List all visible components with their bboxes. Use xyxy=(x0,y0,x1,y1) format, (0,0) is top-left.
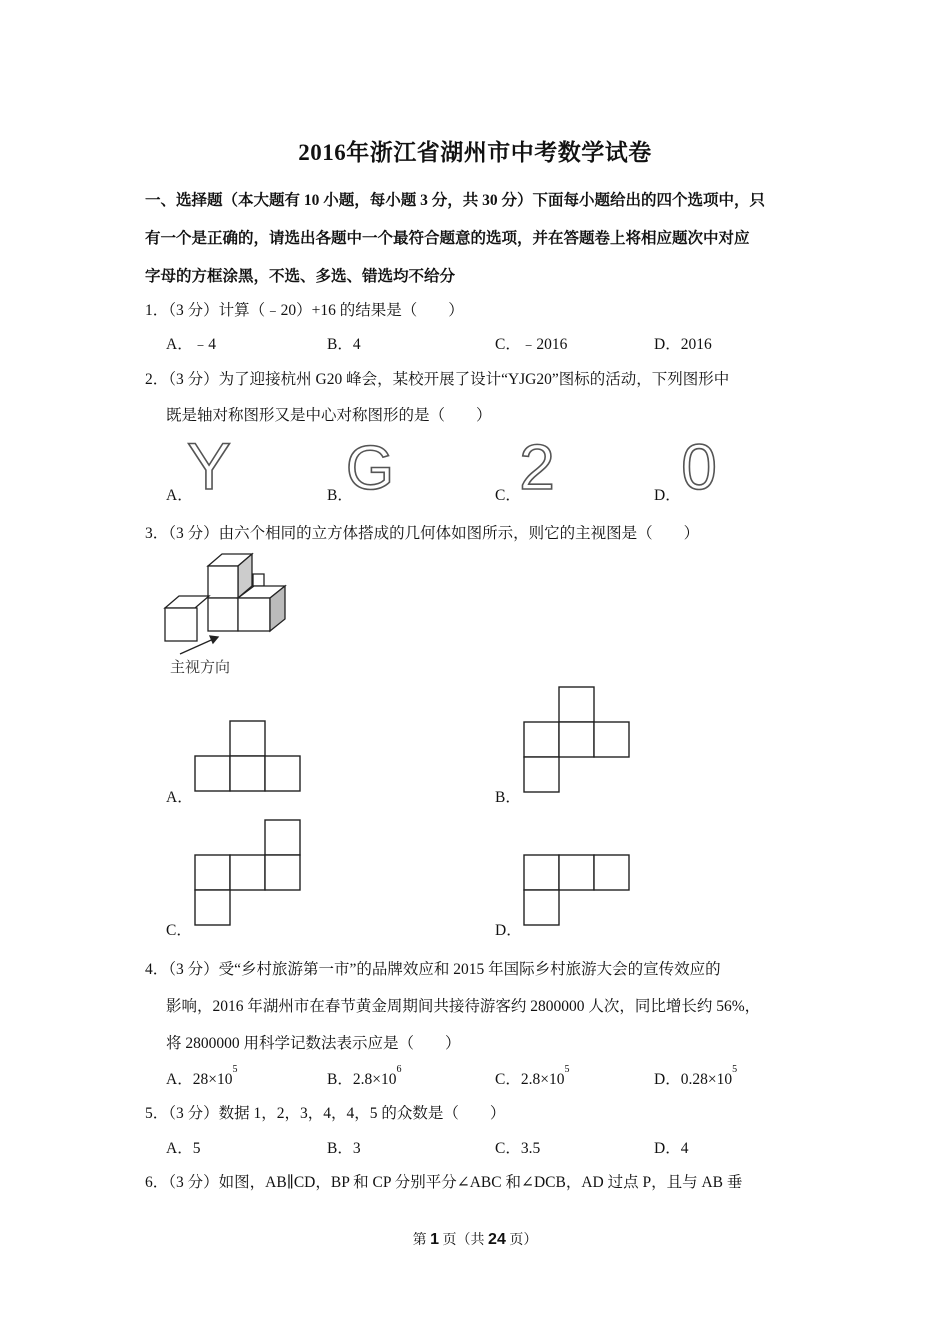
q3-option-d-figure xyxy=(521,853,633,929)
glyph-g: G xyxy=(345,434,395,503)
q1-option-d: D．2016 xyxy=(654,336,712,353)
question-5-text: 5．（3 分）数据 1，2，3，4，4，5 的众数是（ ） xyxy=(145,1105,506,1122)
q2-option-d-label: D． xyxy=(654,487,681,504)
glyph-2: 2 xyxy=(519,431,555,503)
glyph-0: 0 xyxy=(681,431,717,503)
q3-option-d-label: D． xyxy=(495,922,522,939)
q3-option-a-figure xyxy=(192,719,304,795)
q5-option-a: A．5 xyxy=(166,1140,201,1157)
q1-option-c: C．﹣2016 xyxy=(495,336,568,353)
q3-cube-figure xyxy=(160,550,300,680)
q5-option-c: C．3.5 xyxy=(495,1140,541,1157)
q4-option-b: B．$2.8\times 10^6$ xyxy=(327,1064,402,1088)
q2-option-b-figure xyxy=(345,434,395,503)
question-1-text: 1．（3 分）计算（﹣20）+16 的结果是（ ） xyxy=(145,302,464,319)
section-instructions-line1: 一、选择题（本大题有 10 小题，每小题 3 分，共 30 分）下面每小题给出的四个选项中，只 xyxy=(145,192,766,209)
question-4-line2: 影响，2016 年湖州市在春节黄金周期间共接待游客约 2800000 人次，同比增长约 56%， xyxy=(166,998,761,1015)
section-instructions-line3: 字母的方框涂黑，不选、多选、错选均不给分 xyxy=(145,268,456,285)
q1-option-b: B．4 xyxy=(327,336,361,353)
q5-option-d: D．4 xyxy=(654,1140,689,1157)
total-page-count: 24 xyxy=(488,1231,506,1248)
page-footer: 第 1 页（共 24 页） xyxy=(412,1231,538,1248)
question-2-line2: 既是轴对称图形又是中心对称图形的是（ ） xyxy=(166,407,492,424)
question-4-line1: 4．（3 分）受“乡村旅游第一市”的品牌效应和 2015 年国际乡村旅游大会的宣传效应的 xyxy=(145,961,721,978)
question-6-text: 6．（3 分）如图，AB∥CD，BP 和 CP 分别平分∠ABC 和∠DCB，AD 过点 P，且与 AB 垂 xyxy=(145,1174,743,1191)
q3-option-c-figure xyxy=(192,819,304,929)
q3-view-direction-caption: 主视方向 xyxy=(170,658,231,676)
q4-option-c: C．$2.8\times 10^5$ xyxy=(495,1064,570,1088)
q1-option-a: A．﹣4 xyxy=(166,336,216,353)
q2-option-c-label: C． xyxy=(495,487,521,504)
question-2-line1: 2．（3 分）为了迎接杭州 G20 峰会，某校开展了设计“YJG20”图标的活动，下列图形中 xyxy=(145,371,730,388)
question-4-line3: 将 2800000 用科学记数法表示应是（ ） xyxy=(166,1035,461,1052)
q2-option-a-label: A． xyxy=(166,487,193,504)
q3-option-b-figure xyxy=(521,686,633,796)
q3-option-b-label: B． xyxy=(495,789,521,806)
q2-option-d-figure xyxy=(681,431,717,503)
question-3-text: 3．（3 分）由六个相同的立方体搭成的几何体如图所示，则它的主视图是（ ） xyxy=(145,525,700,542)
q4-option-d: D．$0.28\times 10^5$ xyxy=(654,1064,738,1088)
section-instructions-line2: 有一个是正确的，请选出各题中一个最符合题意的选项，并在答题卷上将相应题次中对应 xyxy=(145,230,750,247)
q2-option-c-figure xyxy=(519,431,555,503)
current-page-number: 1 xyxy=(430,1231,440,1248)
q3-option-c-label: C． xyxy=(166,922,192,939)
q4-option-a: A．$28\times 10^5$ xyxy=(166,1064,238,1088)
glyph-y: Y xyxy=(186,429,232,503)
q5-option-b: B．3 xyxy=(327,1140,361,1157)
page-title: 2016年浙江省湖州市中考数学试卷 xyxy=(298,140,652,165)
q2-option-a-figure xyxy=(186,429,232,503)
q2-option-b-label: B． xyxy=(327,487,353,504)
q3-option-a-label: A． xyxy=(166,789,193,806)
